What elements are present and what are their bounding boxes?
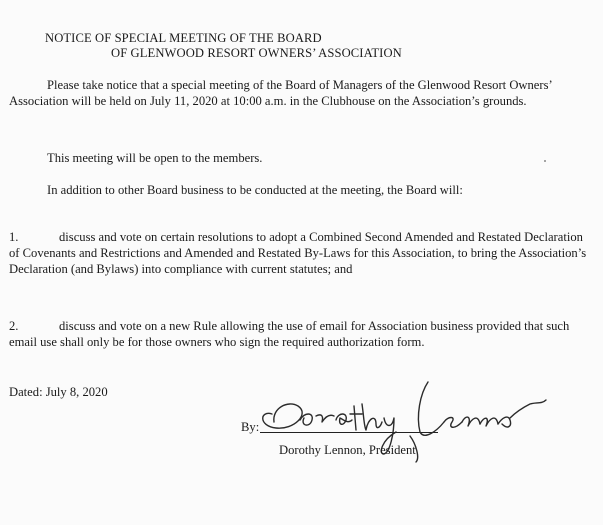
intro-text: In addition to other Board business to be conducted at the meeting, the Board will: (47, 183, 463, 197)
signer-name: Dorothy Lennon, President (279, 443, 416, 457)
scan-speck (544, 160, 546, 162)
agenda-item-number: 2. (9, 319, 19, 333)
notice-paragraph (9, 77, 589, 109)
intro-paragraph (9, 182, 589, 198)
open-meeting-text: This meeting will be open to the members. (47, 151, 263, 165)
by-label: By: (241, 420, 260, 434)
agenda-item-text: discuss and vote on certain resolutions to adopt a Combined Second Amended and Restated Declaration of Covenants and Restrictions and Amended and Restated By-Laws for this Association, to bring the Association’s Declaration (and Bylaws) into compliance with current statutes; and (9, 230, 587, 276)
title-line-2: OF GLENWOOD RESORT OWNERS’ ASSOCIATION (111, 46, 402, 60)
title-line-1: NOTICE OF SPECIAL MEETING OF THE BOARD (45, 31, 322, 45)
notice-text: Please take notice that a special meeting of the Board of Managers of the Glenwood Resort Owners’ Association will be held on July 11, 2020 at 10:00 a.m. in the Clubhouse on the Association’s grounds. (9, 78, 552, 108)
open-meeting-paragraph (9, 150, 589, 166)
agenda-item-text: discuss and vote on a new Rule allowing the use of email for Association business provided that such email use shall only be for those owners who sign the required authorization form. (9, 319, 570, 349)
agenda-item-number: 1. (9, 230, 19, 244)
agenda-item-2 (9, 318, 589, 350)
dated-line: Dated: July 8, 2020 (9, 385, 108, 399)
agenda-item-1 (9, 229, 589, 277)
